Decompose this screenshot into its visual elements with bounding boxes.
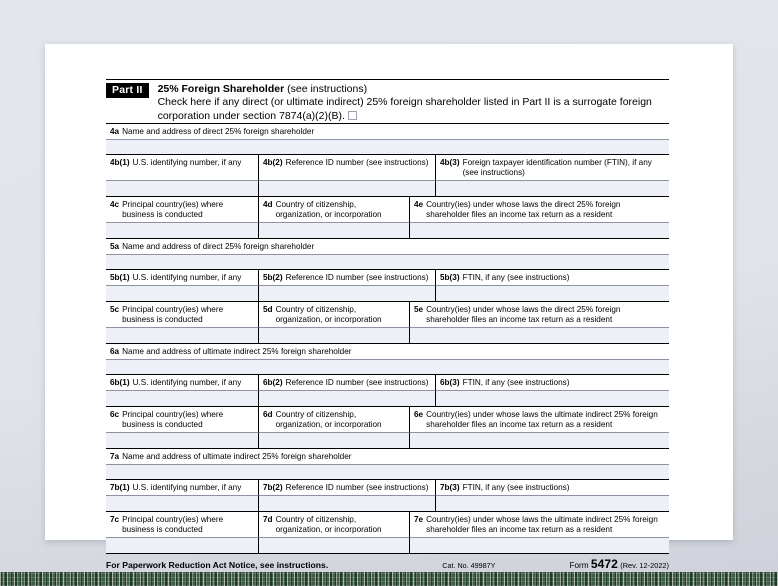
name-address-input[interactable] — [106, 139, 669, 154]
ftin-input[interactable] — [435, 180, 669, 196]
ftin-label-cell — [435, 155, 669, 180]
line-label: FTIN, if any (see instructions) — [462, 272, 570, 282]
country-of-residence-input[interactable] — [409, 432, 669, 448]
part-ii-title — [158, 83, 669, 95]
line-number: 4b(3) — [440, 157, 460, 167]
principal-country-input[interactable] — [106, 222, 258, 238]
principal-country-label-cell — [106, 512, 258, 537]
country-of-citizenship-input[interactable] — [258, 222, 409, 238]
line-label: U.S. identifying number, if any — [132, 272, 242, 282]
country-of-residence-label-cell — [409, 197, 669, 222]
part-ii-header — [106, 79, 669, 123]
line-label: FTIN, if any (see instructions) — [462, 482, 570, 492]
line-number: 7b(3) — [440, 482, 460, 492]
line-label: Principal country(ies) where business is conducted — [122, 514, 224, 534]
line-number: 6a — [110, 346, 120, 356]
country-inputs — [106, 432, 669, 448]
form-number: 5472 — [590, 557, 618, 571]
country-of-citizenship-input[interactable] — [258, 327, 409, 343]
us-identifying-number-label-cell — [106, 270, 258, 285]
us-identifying-number-input[interactable] — [106, 495, 258, 511]
country-of-citizenship-input[interactable] — [258, 432, 409, 448]
catalog-number: Cat. No. 49987Y — [442, 561, 496, 570]
form-identifier — [569, 557, 669, 571]
line-number: 4e — [414, 199, 424, 209]
country-of-citizenship-label-cell — [258, 407, 409, 432]
principal-country-label-cell — [106, 302, 258, 327]
document-page — [45, 44, 733, 571]
line-number: 4d — [263, 199, 273, 209]
line-label: Reference ID number (see instructions) — [285, 482, 429, 492]
reference-id-number-input[interactable] — [258, 180, 435, 196]
line-label: FTIN, if any (see instructions) — [462, 377, 570, 387]
name-address-input[interactable] — [106, 359, 669, 374]
country-row — [106, 406, 669, 432]
line-label: Country of citizenship, organization, or incorporation — [275, 304, 382, 324]
us-identifying-number-input[interactable] — [106, 285, 258, 301]
line-label: Name and address of direct 25% foreign shareholder — [122, 241, 315, 251]
form-word: Form — [569, 561, 589, 570]
country-of-citizenship-label-cell — [258, 197, 409, 222]
identifying-number-row — [106, 154, 669, 180]
line-label: Principal country(ies) where business is conducted — [122, 304, 224, 324]
identifying-number-row — [106, 479, 669, 495]
reference-id-number-label-cell — [258, 375, 435, 390]
country-row — [106, 301, 669, 327]
line-number: 7a — [110, 451, 120, 461]
line-label: U.S. identifying number, if any — [132, 157, 242, 167]
line-label: Foreign taxpayer identification number (FTIN), if any (see instructions) — [462, 157, 652, 177]
line-number: 5b(2) — [263, 272, 283, 282]
shareholder-block — [106, 343, 669, 448]
us-identifying-number-input[interactable] — [106, 390, 258, 406]
country-of-residence-input[interactable] — [409, 327, 669, 343]
line-number: 7b(2) — [263, 482, 283, 492]
line-number: 7d — [263, 514, 273, 524]
country-of-residence-label-cell — [409, 302, 669, 327]
identifying-number-inputs — [106, 390, 669, 406]
part-ii-tag: Part II — [106, 83, 149, 98]
reference-id-number-input[interactable] — [258, 495, 435, 511]
ftin-input[interactable] — [435, 390, 669, 406]
bottom-noise-strip — [0, 572, 778, 586]
surrogate-foreign-corporation-checkbox[interactable] — [348, 111, 357, 120]
line-number: 4b(2) — [263, 157, 283, 167]
line-number: 5d — [263, 304, 273, 314]
line-number: 6b(2) — [263, 377, 283, 387]
line-label: Country(ies) under whose laws the direct 25% foreign shareholder files an income tax return as a resident — [426, 304, 621, 324]
country-of-residence-label-cell — [409, 407, 669, 432]
ftin-label-cell — [435, 375, 669, 390]
line-number: 6d — [263, 409, 273, 419]
shareholder-block — [106, 238, 669, 343]
country-of-citizenship-label-cell — [258, 512, 409, 537]
line-label: Country of citizenship, organization, or incorporation — [275, 199, 382, 219]
us-identifying-number-label-cell — [106, 375, 258, 390]
name-address-row — [106, 343, 669, 359]
paperwork-reduction-notice: For Paperwork Reduction Act Notice, see instructions. — [106, 560, 329, 570]
line-number: 5a — [110, 241, 120, 251]
shareholder-block — [106, 448, 669, 553]
line-label: Name and address of ultimate indirect 25% foreign shareholder — [122, 346, 352, 356]
line-label: Country of citizenship, organization, or incorporation — [275, 409, 382, 429]
line-number: 5c — [110, 304, 120, 314]
part-ii-title-rest: (see instructions) — [287, 83, 368, 95]
line-label: Name and address of direct 25% foreign shareholder — [122, 126, 315, 136]
identifying-number-inputs — [106, 495, 669, 511]
country-of-citizenship-input[interactable] — [258, 537, 409, 553]
line-number: 5b(1) — [110, 272, 130, 282]
country-inputs — [106, 222, 669, 238]
identifying-number-inputs — [106, 180, 669, 196]
line-number: 4b(1) — [110, 157, 130, 167]
line-number: 7b(1) — [110, 482, 130, 492]
line-number: 5b(3) — [440, 272, 460, 282]
reference-id-number-label-cell — [258, 480, 435, 495]
line-label: Reference ID number (see instructions) — [285, 272, 429, 282]
line-label: Principal country(ies) where business is conducted — [122, 409, 224, 429]
reference-id-number-label-cell — [258, 270, 435, 285]
principal-country-input[interactable] — [106, 327, 258, 343]
ftin-input[interactable] — [435, 285, 669, 301]
line-label: U.S. identifying number, if any — [132, 482, 242, 492]
form-footer — [106, 553, 669, 571]
part-ii-instruction-line2-wrap — [158, 110, 669, 123]
country-row — [106, 511, 669, 537]
part-ii-title-bold: 25% Foreign Shareholder — [157, 83, 285, 95]
reference-id-number-input[interactable] — [258, 285, 435, 301]
line-label: U.S. identifying number, if any — [132, 377, 242, 387]
line-label: Country of citizenship, organization, or incorporation — [275, 514, 382, 534]
name-address-input[interactable] — [106, 254, 669, 269]
line-label: Country(ies) under whose laws the direct 25% foreign shareholder files an income tax return as a resident — [426, 199, 621, 219]
ftin-label-cell — [435, 480, 669, 495]
line-number: 7c — [110, 514, 120, 524]
line-label: Reference ID number (see instructions) — [285, 157, 429, 167]
country-of-residence-label-cell — [409, 512, 669, 537]
reference-id-number-label-cell — [258, 155, 435, 180]
us-identifying-number-label-cell — [106, 155, 258, 180]
form-5472-part-ii — [106, 79, 669, 571]
principal-country-input[interactable] — [106, 432, 258, 448]
country-row — [106, 196, 669, 222]
name-address-row — [106, 448, 669, 464]
principal-country-label-cell — [106, 407, 258, 432]
line-number: 4c — [110, 199, 120, 209]
identifying-number-row — [106, 374, 669, 390]
line-number: 4a — [110, 126, 120, 136]
line-label: Country(ies) under whose laws the ultimate indirect 25% foreign shareholder files an income tax return as a resident — [426, 409, 658, 429]
shareholder-block — [106, 123, 669, 238]
name-address-row — [106, 238, 669, 254]
name-address-input[interactable] — [106, 464, 669, 479]
line-label: Country(ies) under whose laws the ultimate indirect 25% foreign shareholder files an income tax return as a resident — [426, 514, 658, 534]
us-identifying-number-input[interactable] — [106, 180, 258, 196]
country-of-residence-input[interactable] — [409, 222, 669, 238]
country-of-citizenship-label-cell — [258, 302, 409, 327]
line-label: Name and address of ultimate indirect 25% foreign shareholder — [122, 451, 352, 461]
line-number: 6e — [414, 409, 424, 419]
country-inputs — [106, 327, 669, 343]
country-inputs — [106, 537, 669, 553]
ftin-label-cell — [435, 270, 669, 285]
reference-id-number-input[interactable] — [258, 390, 435, 406]
part-ii-instruction-line1: Check here if any direct (or ultimate indirect) 25% foreign shareholder listed in Part II is a surrogate foreign — [157, 96, 652, 108]
form-revision: (Rev. 12-2022) — [620, 561, 669, 570]
principal-country-label-cell — [106, 197, 258, 222]
country-of-residence-input[interactable] — [409, 537, 669, 553]
name-address-row — [106, 123, 669, 139]
line-number: 7e — [414, 514, 424, 524]
line-label: Principal country(ies) where business is conducted — [122, 199, 224, 219]
line-number: 5e — [414, 304, 424, 314]
part-ii-instruction-line2: corporation under section 7874(a)(2)(B). — [157, 110, 345, 122]
us-identifying-number-label-cell — [106, 480, 258, 495]
line-number: 6c — [110, 409, 120, 419]
line-number: 6b(3) — [440, 377, 460, 387]
identifying-number-inputs — [106, 285, 669, 301]
identifying-number-row — [106, 269, 669, 285]
ftin-input[interactable] — [435, 495, 669, 511]
line-number: 6b(1) — [110, 377, 130, 387]
principal-country-input[interactable] — [106, 537, 258, 553]
line-label: Reference ID number (see instructions) — [285, 377, 429, 387]
